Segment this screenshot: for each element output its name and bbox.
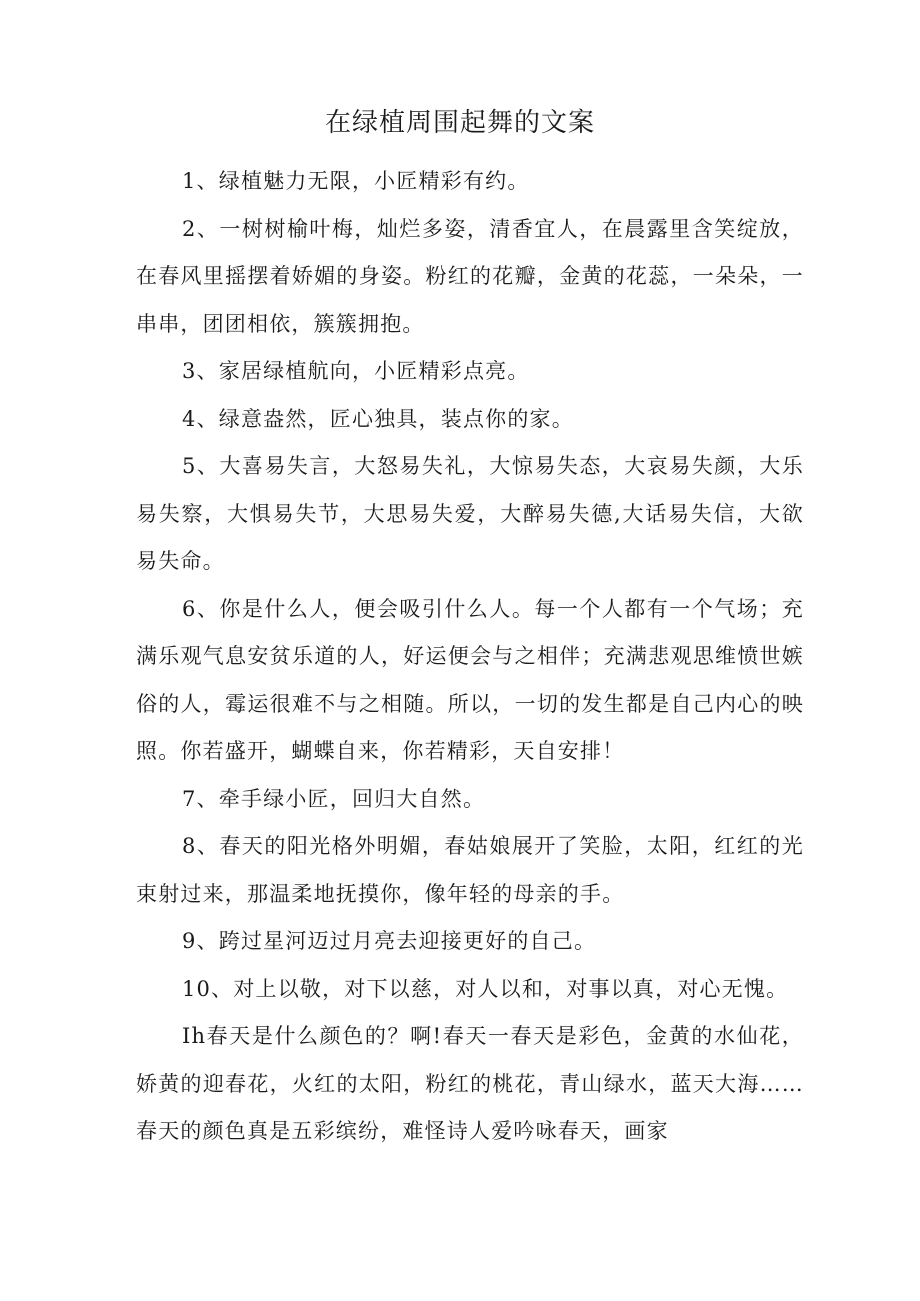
document-title: 在绿植周围起舞的文案 [324, 108, 595, 138]
document-body [136, 158, 804, 1156]
paragraph-8: 8、春天的阳光格外明媚，春姑娘展开了笑脸，太阳，红红的光束射过来，那温柔地抚摸你，像年轻的母亲的手。 [136, 834, 804, 906]
paragraph-2: 2、一树树榆叶梅，灿烂多姿，清香宜人，在晨露里含笑绽放，在春风里摇摆着娇媚的身姿。粉红的花瓣，金黄的花蕊，一朵朵，一串串，团团相依，簇簇拥抱。 [136, 216, 804, 336]
paragraph-6: 6、你是什么人，便会吸引什么人。每一个人都有一个气场；充满乐观气息安贫乐道的人，好运便会与之相伴；充满悲观思维愤世嫉俗的人，霉运很难不与之相随。所以，一切的发生都是自己内心的映照。你若盛开，蝴蝶自来，你若精彩，天自安排！ [136, 596, 804, 763]
paragraph-1: 1、绿植魅力无限，小匠精彩有约。 [182, 169, 530, 193]
paragraph-7: 7、牵手绿小匠，回归大自然。 [182, 786, 486, 811]
paragraph-5: 5、大喜易失言，大怒易失礼，大惊易失态，大哀易失颜，大乐易失察，大惧易失节，大思易失爱，大醉易失德,大话易失信，大欲易失命。 [136, 454, 804, 573]
paragraph-4: 4、绿意盎然，匠心独具，装点你的家。 [182, 406, 574, 431]
paragraph-11: Ih春天是什么颜色的？啊!春天一春天是彩色，金黄的水仙花，娇黄的迎春花，火红的太阳，粉红的桃花，青山绿水，蓝天大海……春天的颜色真是五彩缤纷，难怪诗人爱吟咏春天，画家 [136, 1024, 804, 1143]
paragraph-10: 10、对上以敬，对下以慈，对人以和，对事以真，对心无愧。 [182, 976, 789, 1001]
paragraph-3: 3、家居绿植航向，小匠精彩点亮。 [182, 359, 530, 383]
paragraph-9: 9、跨过星河迈过月亮去迎接更好的自己。 [182, 929, 597, 953]
